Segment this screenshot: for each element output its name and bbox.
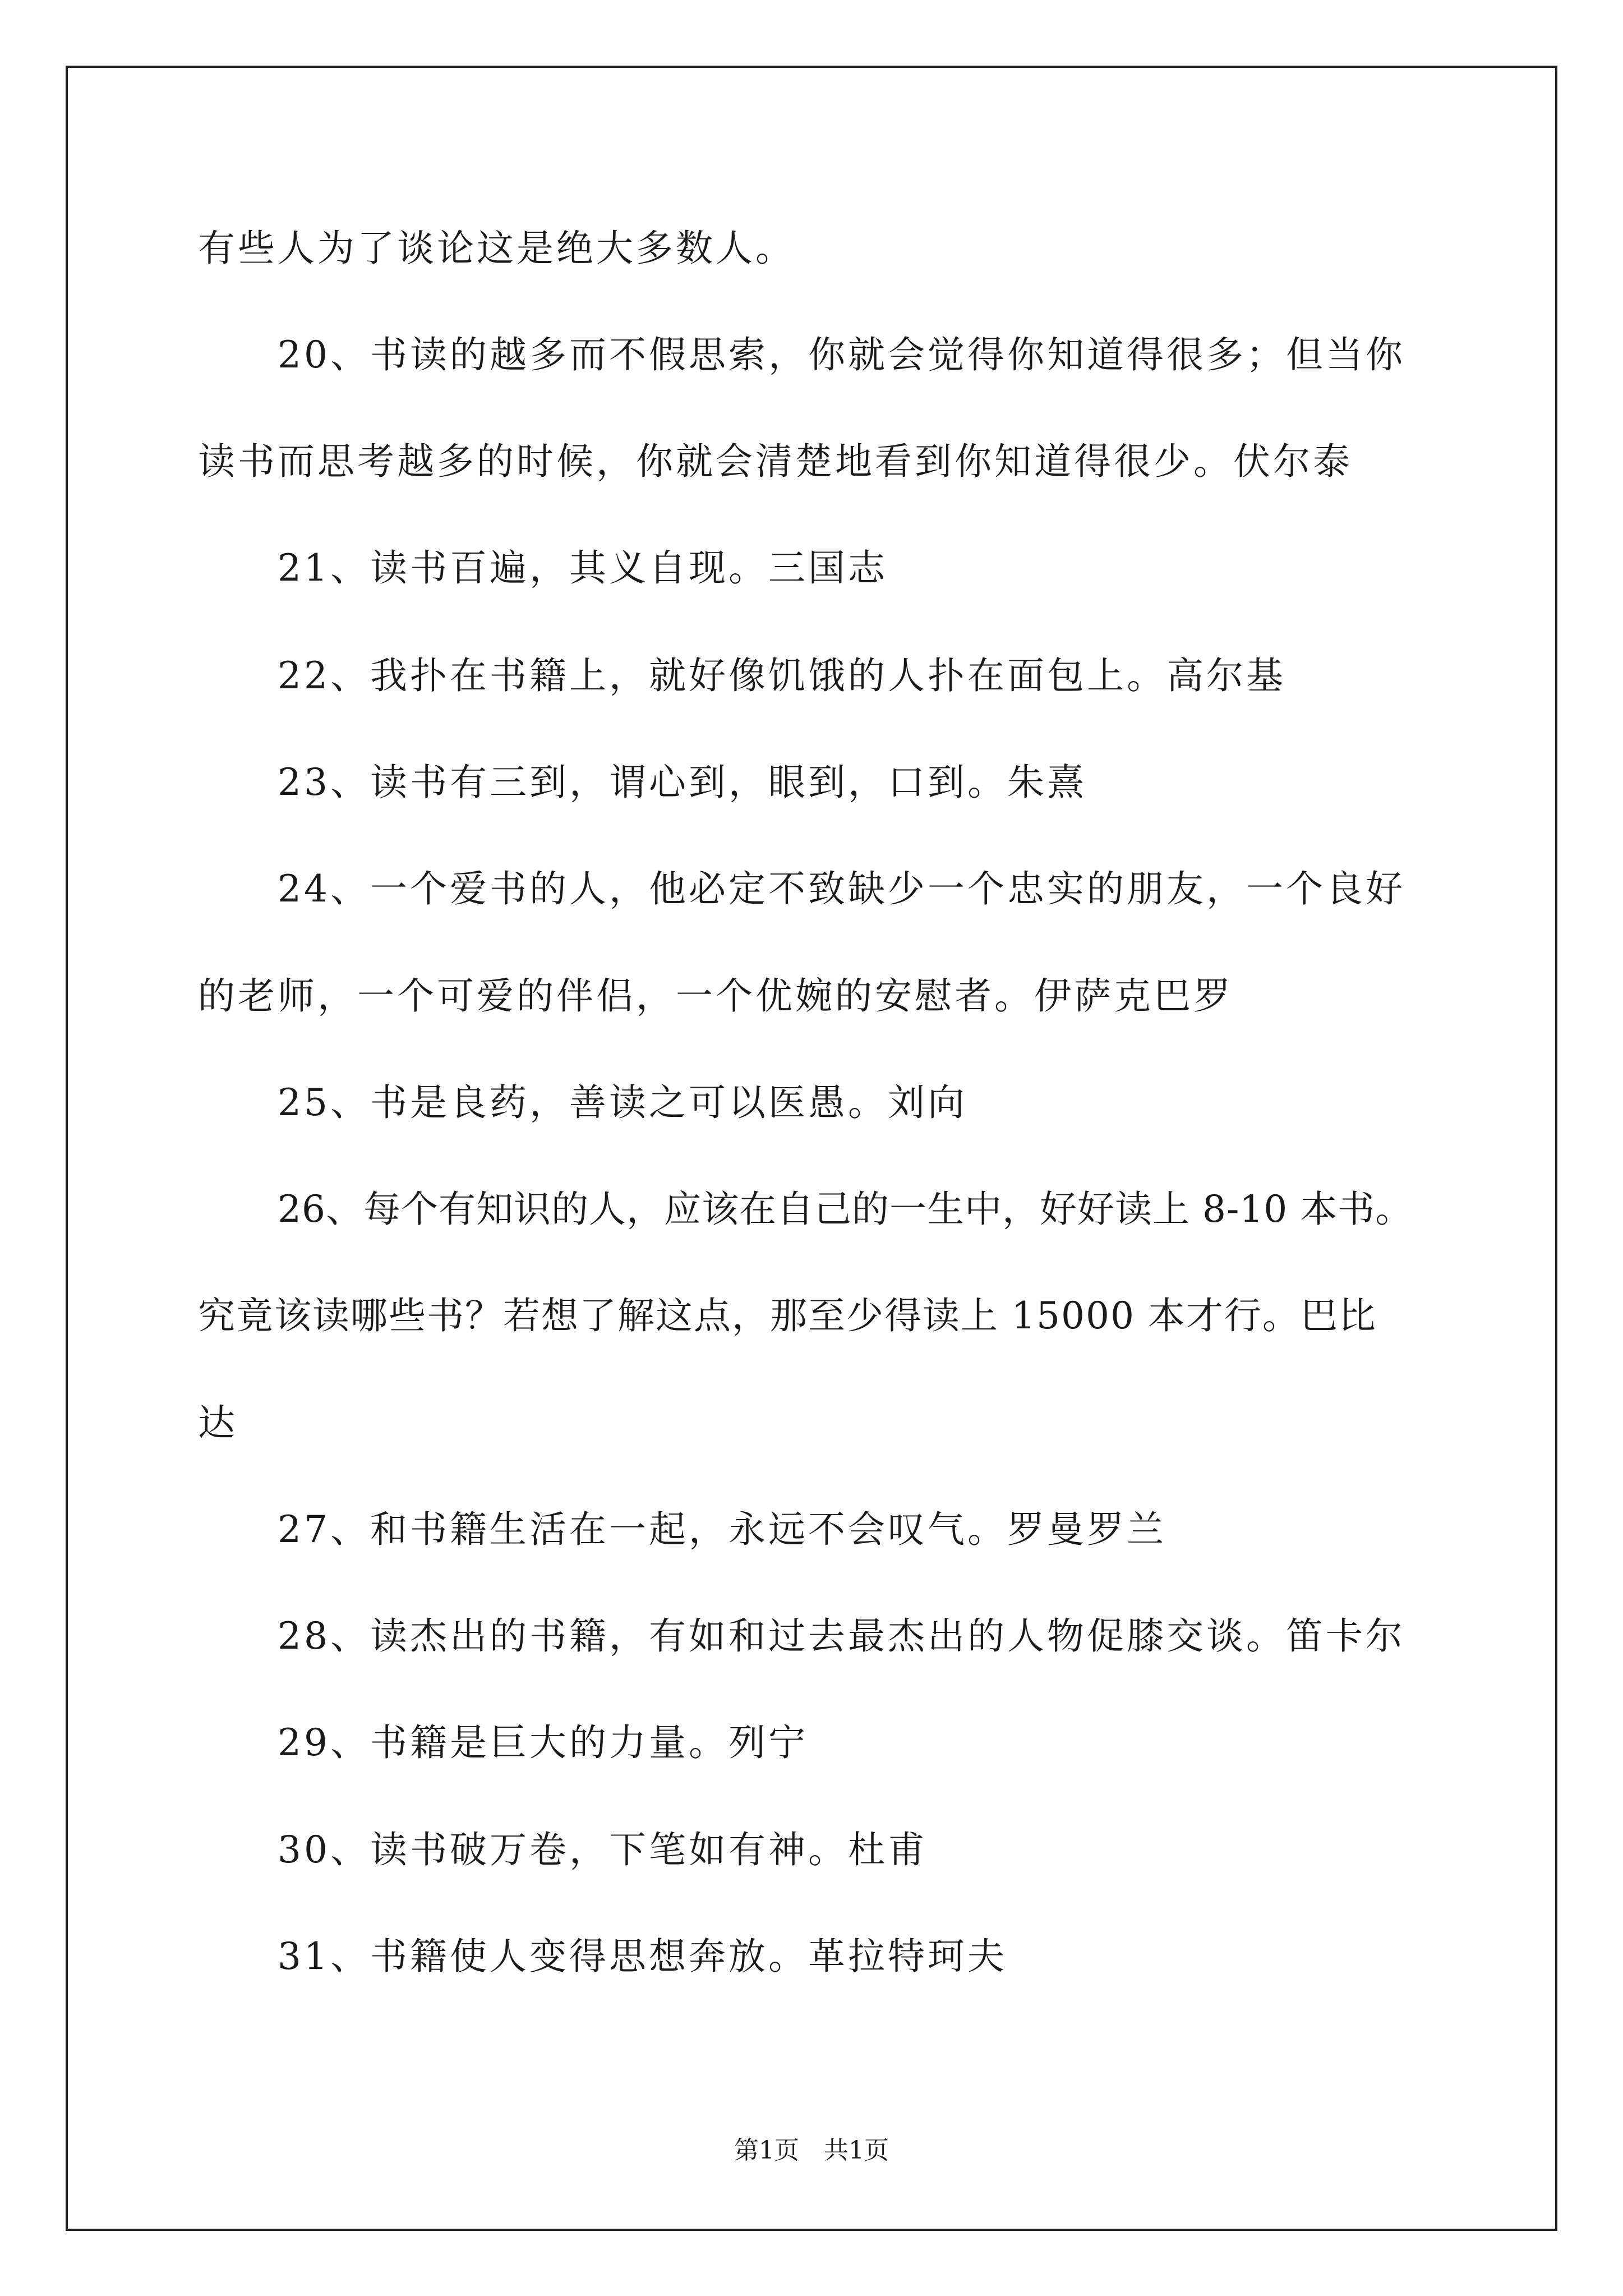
- text-line: 27、和书籍生活在一起，永远不会叹气。罗曼罗兰: [278, 1508, 1166, 1551]
- text-line: 究竟该读哪些书？若想了解这点，那至少得读上 15000 本才行。巴比: [198, 1294, 1377, 1337]
- page-number-current: 第1页: [734, 2136, 799, 2165]
- text-line: 31、书籍使人变得思想奔放。革拉特珂夫: [278, 1935, 1007, 1978]
- page-border: [66, 66, 1557, 2231]
- text-line: 22、我扑在书籍上，就好像饥饿的人扑在面包上。高尔基: [278, 654, 1286, 697]
- text-line: 30、读书破万卷，下笔如有神。杜甫: [278, 1828, 928, 1871]
- text-line: 28、读杰出的书籍，有如和过去最杰出的人物促膝交谈。笛卡尔: [278, 1614, 1405, 1658]
- text-line: 21、读书百遍，其义自现。三国志: [278, 546, 888, 590]
- page-number-total: 共1页: [824, 2136, 889, 2165]
- text-line: 的老师，一个可爱的伴侣，一个优婉的安慰者。伊萨克巴罗: [198, 974, 1233, 1018]
- text-line: 23、读书有三到，谓心到，眼到，口到。朱熹: [278, 761, 1087, 804]
- text-line: 达: [198, 1401, 238, 1444]
- text-line: 24、一个爱书的人，他必定不致缺少一个忠实的朋友，一个良好: [278, 867, 1405, 910]
- text-line: 有些人为了谈论这是绝大多数人。: [198, 227, 795, 270]
- text-line: 25、书是良药，善读之可以医愚。刘向: [278, 1081, 967, 1124]
- text-line: 29、书籍是巨大的力量。列宁: [278, 1721, 808, 1764]
- text-line: 读书而思考越多的时候，你就会清楚地看到你知道得很少。伏尔泰: [198, 440, 1353, 483]
- page-footer: [0, 2138, 1623, 2163]
- text-line: 20、书读的越多而不假思索，你就会觉得你知道得很多；但当你: [278, 333, 1405, 376]
- text-line: 26、每个有知识的人，应该在自己的一生中，好好读上 8-10 本书。: [278, 1188, 1413, 1231]
